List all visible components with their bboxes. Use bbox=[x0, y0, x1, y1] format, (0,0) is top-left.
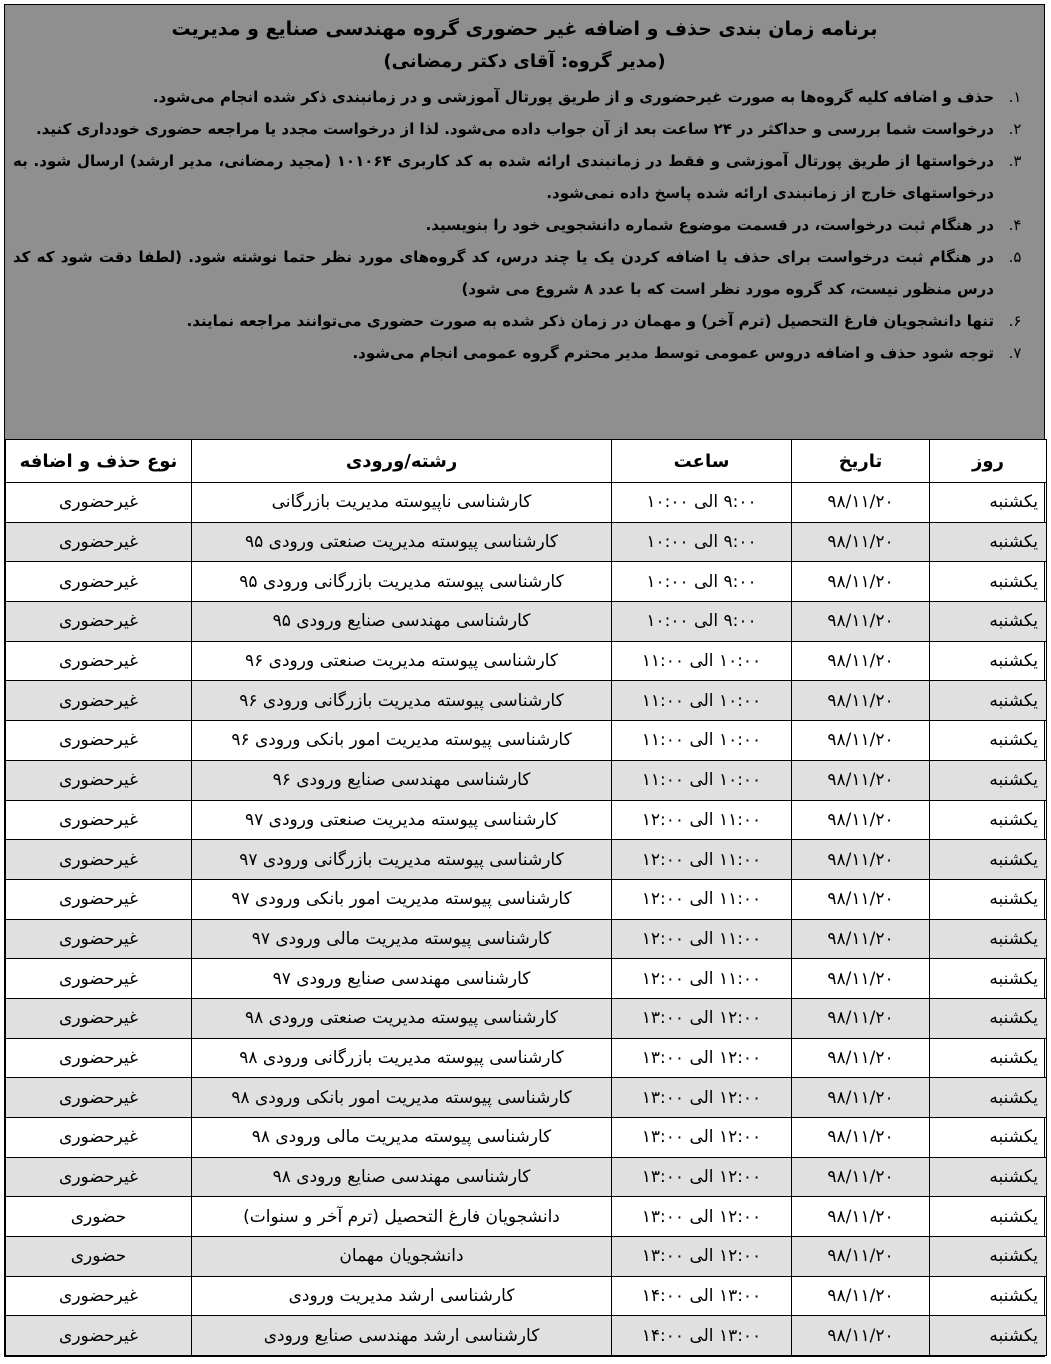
cell-day: یکشنبه bbox=[930, 760, 1047, 800]
cell-day: یکشنبه bbox=[930, 840, 1047, 880]
note-item bbox=[13, 145, 1036, 209]
cell-time: ۱۰:۰۰ الی ۱۱:۰۰ bbox=[612, 641, 792, 681]
cell-field: کارشناسی پیوسته مدیریت مالی ورودی ۹۸ bbox=[192, 1118, 612, 1158]
cell-time: ۱۲:۰۰ الی ۱۳:۰۰ bbox=[612, 1078, 792, 1118]
note-text: توجه شود حذف و اضافه دروس عمومی توسط مدیر محترم گروه عمومی انجام می‌شود. bbox=[352, 344, 994, 362]
cell-type: غیرحضوری bbox=[6, 602, 192, 642]
cell-day: یکشنبه bbox=[930, 562, 1047, 602]
table-row bbox=[6, 800, 1047, 840]
note-number: ۲. bbox=[1008, 120, 1022, 138]
cell-date: ۹۸/۱۱/۲۰ bbox=[792, 1316, 930, 1356]
note-text: درخواست شما بررسی و حداکثر در ۲۴ ساعت بعد از آن جواب داده می‌شود. لذا از درخواست مجدد یا مراجعه حضوری خودداری کنید. bbox=[35, 120, 994, 138]
column-header-type: نوع حذف و اضافه bbox=[6, 440, 192, 483]
cell-type: غیرحضوری bbox=[6, 1038, 192, 1078]
table-header-row bbox=[6, 440, 1047, 483]
cell-field: کارشناسی پیوسته مدیریت صنعتی ورودی ۹۷ bbox=[192, 800, 612, 840]
cell-date: ۹۸/۱۱/۲۰ bbox=[792, 602, 930, 642]
cell-time: ۹:۰۰ الی ۱۰:۰۰ bbox=[612, 602, 792, 642]
cell-date: ۹۸/۱۱/۲۰ bbox=[792, 1197, 930, 1237]
cell-time: ۱۲:۰۰ الی ۱۳:۰۰ bbox=[612, 1038, 792, 1078]
cell-type: غیرحضوری bbox=[6, 879, 192, 919]
note-item bbox=[13, 305, 1036, 337]
cell-date: ۹۸/۱۱/۲۰ bbox=[792, 681, 930, 721]
cell-field: کارشناسی پیوسته مدیریت بازرگانی ورودی ۹۵ bbox=[192, 562, 612, 602]
table-row bbox=[6, 562, 1047, 602]
cell-type: غیرحضوری bbox=[6, 760, 192, 800]
table-row bbox=[6, 1038, 1047, 1078]
cell-field: دانشجویان فارغ التحصیل (ترم آخر و سنوات) bbox=[192, 1197, 612, 1237]
note-item bbox=[13, 113, 1036, 145]
cell-type: غیرحضوری bbox=[6, 800, 192, 840]
cell-date: ۹۸/۱۱/۲۰ bbox=[792, 1078, 930, 1118]
table-row bbox=[6, 1237, 1047, 1277]
cell-time: ۹:۰۰ الی ۱۰:۰۰ bbox=[612, 483, 792, 523]
cell-day: یکشنبه bbox=[930, 919, 1047, 959]
cell-day: یکشنبه bbox=[930, 800, 1047, 840]
cell-day: یکشنبه bbox=[930, 1276, 1047, 1316]
cell-day: یکشنبه bbox=[930, 1197, 1047, 1237]
note-number: ۷. bbox=[1008, 344, 1022, 362]
cell-day: یکشنبه bbox=[930, 522, 1047, 562]
cell-date: ۹۸/۱۱/۲۰ bbox=[792, 879, 930, 919]
note-text: در هنگام ثبت درخواست، در قسمت موضوع شماره دانشجویی خود را بنویسید. bbox=[425, 216, 994, 234]
cell-field: دانشجویان مهمان bbox=[192, 1237, 612, 1277]
cell-date: ۹۸/۱۱/۲۰ bbox=[792, 721, 930, 761]
cell-field: کارشناسی پیوسته مدیریت بازرگانی ورودی ۹۸ bbox=[192, 1038, 612, 1078]
cell-field: کارشناسی پیوسته مدیریت صنعتی ورودی ۹۶ bbox=[192, 641, 612, 681]
schedule-document bbox=[4, 4, 1045, 1357]
note-number: ۱. bbox=[1008, 88, 1022, 106]
cell-type: غیرحضوری bbox=[6, 641, 192, 681]
cell-type: غیرحضوری bbox=[6, 919, 192, 959]
cell-time: ۱۱:۰۰ الی ۱۲:۰۰ bbox=[612, 840, 792, 880]
cell-day: یکشنبه bbox=[930, 641, 1047, 681]
cell-field: کارشناسی پیوسته مدیریت امور بانکی ورودی ۹۷ bbox=[192, 879, 612, 919]
cell-date: ۹۸/۱۱/۲۰ bbox=[792, 1118, 930, 1158]
cell-time: ۱۱:۰۰ الی ۱۲:۰۰ bbox=[612, 800, 792, 840]
cell-field: کارشناسی پیوسته مدیریت صنعتی ورودی ۹۵ bbox=[192, 522, 612, 562]
cell-day: یکشنبه bbox=[930, 721, 1047, 761]
cell-type: حضوری bbox=[6, 1197, 192, 1237]
cell-date: ۹۸/۱۱/۲۰ bbox=[792, 1237, 930, 1277]
table-row bbox=[6, 760, 1047, 800]
cell-day: یکشنبه bbox=[930, 1038, 1047, 1078]
cell-field: کارشناسی پیوسته مدیریت بازرگانی ورودی ۹۷ bbox=[192, 840, 612, 880]
page-subtitle: (مدیر گروه: آقای دکتر رمضانی) bbox=[383, 51, 666, 72]
cell-time: ۱۲:۰۰ الی ۱۳:۰۰ bbox=[612, 1237, 792, 1277]
cell-time: ۱۲:۰۰ الی ۱۳:۰۰ bbox=[612, 1118, 792, 1158]
note-text: تنها دانشجویان فارغ التحصیل (ترم آخر) و مهمان در زمان ذکر شده به صورت حضوری می‌توانند مراجعه نمایند. bbox=[186, 312, 994, 330]
table-row bbox=[6, 840, 1047, 880]
note-text: درخواستها از طریق پورتال آموزشی و فقط در زمانبندی ارائه شده به کد کاربری ۱۰۱۰۶۴ (مجید رمضانی، مدیر ارشد) ارسال شود. به درخواستهای خارج از زمانبندی ارائه شده پاسخ داده نمی‌شود. bbox=[13, 152, 994, 202]
cell-time: ۱۳:۰۰ الی ۱۴:۰۰ bbox=[612, 1276, 792, 1316]
column-header-field: رشته/ورودی bbox=[192, 440, 612, 483]
cell-date: ۹۸/۱۱/۲۰ bbox=[792, 522, 930, 562]
note-text: در هنگام ثبت درخواست برای حذف یا اضافه کردن یک یا چند درس، کد گروه‌های مورد نظر حتما نوشته شود. (لطفا دقت شود که کد درس منظور نیست، کد گروه مورد نظر است که با عدد ۸ شروع می شود) bbox=[13, 248, 994, 298]
table-row bbox=[6, 879, 1047, 919]
cell-type: غیرحضوری bbox=[6, 1276, 192, 1316]
cell-day: یکشنبه bbox=[930, 681, 1047, 721]
note-number: ۴. bbox=[1008, 216, 1022, 234]
cell-field: کارشناسی پیوسته مدیریت بازرگانی ورودی ۹۶ bbox=[192, 681, 612, 721]
cell-field: کارشناسی مهندسی صنایع ورودی ۹۷ bbox=[192, 959, 612, 999]
cell-day: یکشنبه bbox=[930, 998, 1047, 1038]
cell-type: غیرحضوری bbox=[6, 1157, 192, 1197]
cell-date: ۹۸/۱۱/۲۰ bbox=[792, 1157, 930, 1197]
table-row bbox=[6, 602, 1047, 642]
cell-time: ۱۲:۰۰ الی ۱۳:۰۰ bbox=[612, 998, 792, 1038]
table-row bbox=[6, 1157, 1047, 1197]
note-item bbox=[13, 337, 1036, 369]
cell-field: کارشناسی ارشد مدیریت ورودی bbox=[192, 1276, 612, 1316]
cell-type: غیرحضوری bbox=[6, 998, 192, 1038]
cell-day: یکشنبه bbox=[930, 879, 1047, 919]
table-row bbox=[6, 919, 1047, 959]
page-title: برنامه زمان بندی حذف و اضافه غیر حضوری گروه مهندسی صنایع و مدیریت bbox=[171, 18, 878, 40]
table-row bbox=[6, 1118, 1047, 1158]
cell-field: کارشناسی پیوسته مدیریت صنعتی ورودی ۹۸ bbox=[192, 998, 612, 1038]
cell-day: یکشنبه bbox=[930, 602, 1047, 642]
cell-type: غیرحضوری bbox=[6, 840, 192, 880]
note-item bbox=[13, 209, 1036, 241]
cell-day: یکشنبه bbox=[930, 483, 1047, 523]
notes-list bbox=[13, 81, 1036, 369]
cell-date: ۹۸/۱۱/۲۰ bbox=[792, 483, 930, 523]
table-row bbox=[6, 1316, 1047, 1356]
cell-date: ۹۸/۱۱/۲۰ bbox=[792, 1038, 930, 1078]
cell-day: یکشنبه bbox=[930, 1118, 1047, 1158]
note-number: ۳. bbox=[1008, 152, 1022, 170]
cell-time: ۱۱:۰۰ الی ۱۲:۰۰ bbox=[612, 959, 792, 999]
table-row bbox=[6, 681, 1047, 721]
table-row bbox=[6, 1197, 1047, 1237]
schedule-table bbox=[5, 439, 1047, 1356]
cell-date: ۹۸/۱۱/۲۰ bbox=[792, 760, 930, 800]
cell-type: غیرحضوری bbox=[6, 721, 192, 761]
table-row bbox=[6, 483, 1047, 523]
cell-time: ۱۰:۰۰ الی ۱۱:۰۰ bbox=[612, 721, 792, 761]
table-row bbox=[6, 522, 1047, 562]
column-header-day: روز bbox=[930, 440, 1047, 483]
cell-field: کارشناسی ناپیوسته مدیریت بازرگانی bbox=[192, 483, 612, 523]
cell-field: کارشناسی مهندسی صنایع ورودی ۹۶ bbox=[192, 760, 612, 800]
cell-time: ۹:۰۰ الی ۱۰:۰۰ bbox=[612, 562, 792, 602]
cell-time: ۱۰:۰۰ الی ۱۱:۰۰ bbox=[612, 681, 792, 721]
column-header-date: تاریخ bbox=[792, 440, 930, 483]
cell-field: کارشناسی پیوسته مدیریت امور بانکی ورودی ۹۶ bbox=[192, 721, 612, 761]
cell-field: کارشناسی ارشد مهندسی صنایع ورودی bbox=[192, 1316, 612, 1356]
table-body bbox=[6, 483, 1047, 1356]
cell-day: یکشنبه bbox=[930, 1078, 1047, 1118]
cell-time: ۱۱:۰۰ الی ۱۲:۰۰ bbox=[612, 879, 792, 919]
cell-day: یکشنبه bbox=[930, 959, 1047, 999]
cell-type: غیرحضوری bbox=[6, 562, 192, 602]
cell-type: غیرحضوری bbox=[6, 1316, 192, 1356]
cell-date: ۹۸/۱۱/۲۰ bbox=[792, 998, 930, 1038]
cell-type: حضوری bbox=[6, 1237, 192, 1277]
note-number: ۶. bbox=[1008, 312, 1022, 330]
cell-date: ۹۸/۱۱/۲۰ bbox=[792, 919, 930, 959]
cell-day: یکشنبه bbox=[930, 1157, 1047, 1197]
cell-type: غیرحضوری bbox=[6, 1078, 192, 1118]
cell-date: ۹۸/۱۱/۲۰ bbox=[792, 840, 930, 880]
note-item bbox=[13, 241, 1036, 305]
table-row bbox=[6, 959, 1047, 999]
cell-date: ۹۸/۱۱/۲۰ bbox=[792, 641, 930, 681]
cell-time: ۱۲:۰۰ الی ۱۳:۰۰ bbox=[612, 1157, 792, 1197]
cell-field: کارشناسی پیوسته مدیریت مالی ورودی ۹۷ bbox=[192, 919, 612, 959]
cell-date: ۹۸/۱۱/۲۰ bbox=[792, 1276, 930, 1316]
table-row bbox=[6, 641, 1047, 681]
note-item bbox=[13, 81, 1036, 113]
note-text: حذف و اضافه کلیه گروه‌ها به صورت غیرحضوری و از طریق پورتال آموزشی و در زمانبندی ذکر شده انجام می‌شود. bbox=[152, 88, 994, 106]
cell-date: ۹۸/۱۱/۲۰ bbox=[792, 562, 930, 602]
note-number: ۵. bbox=[1008, 248, 1022, 266]
cell-time: ۱۰:۰۰ الی ۱۱:۰۰ bbox=[612, 760, 792, 800]
cell-type: غیرحضوری bbox=[6, 1118, 192, 1158]
cell-field: کارشناسی پیوسته مدیریت امور بانکی ورودی ۹۸ bbox=[192, 1078, 612, 1118]
cell-date: ۹۸/۱۱/۲۰ bbox=[792, 959, 930, 999]
cell-day: یکشنبه bbox=[930, 1316, 1047, 1356]
cell-field: کارشناسی مهندسی صنایع ورودی ۹۵ bbox=[192, 602, 612, 642]
column-header-time: ساعت bbox=[612, 440, 792, 483]
header-panel bbox=[5, 5, 1044, 439]
table-row bbox=[6, 1078, 1047, 1118]
cell-type: غیرحضوری bbox=[6, 522, 192, 562]
cell-time: ۹:۰۰ الی ۱۰:۰۰ bbox=[612, 522, 792, 562]
cell-type: غیرحضوری bbox=[6, 483, 192, 523]
cell-date: ۹۸/۱۱/۲۰ bbox=[792, 800, 930, 840]
table-row bbox=[6, 1276, 1047, 1316]
cell-field: کارشناسی مهندسی صنایع ورودی ۹۸ bbox=[192, 1157, 612, 1197]
table-row bbox=[6, 998, 1047, 1038]
cell-time: ۱۳:۰۰ الی ۱۴:۰۰ bbox=[612, 1316, 792, 1356]
cell-type: غیرحضوری bbox=[6, 681, 192, 721]
cell-day: یکشنبه bbox=[930, 1237, 1047, 1277]
cell-time: ۱۲:۰۰ الی ۱۳:۰۰ bbox=[612, 1197, 792, 1237]
table-row bbox=[6, 721, 1047, 761]
cell-type: غیرحضوری bbox=[6, 959, 192, 999]
cell-time: ۱۱:۰۰ الی ۱۲:۰۰ bbox=[612, 919, 792, 959]
